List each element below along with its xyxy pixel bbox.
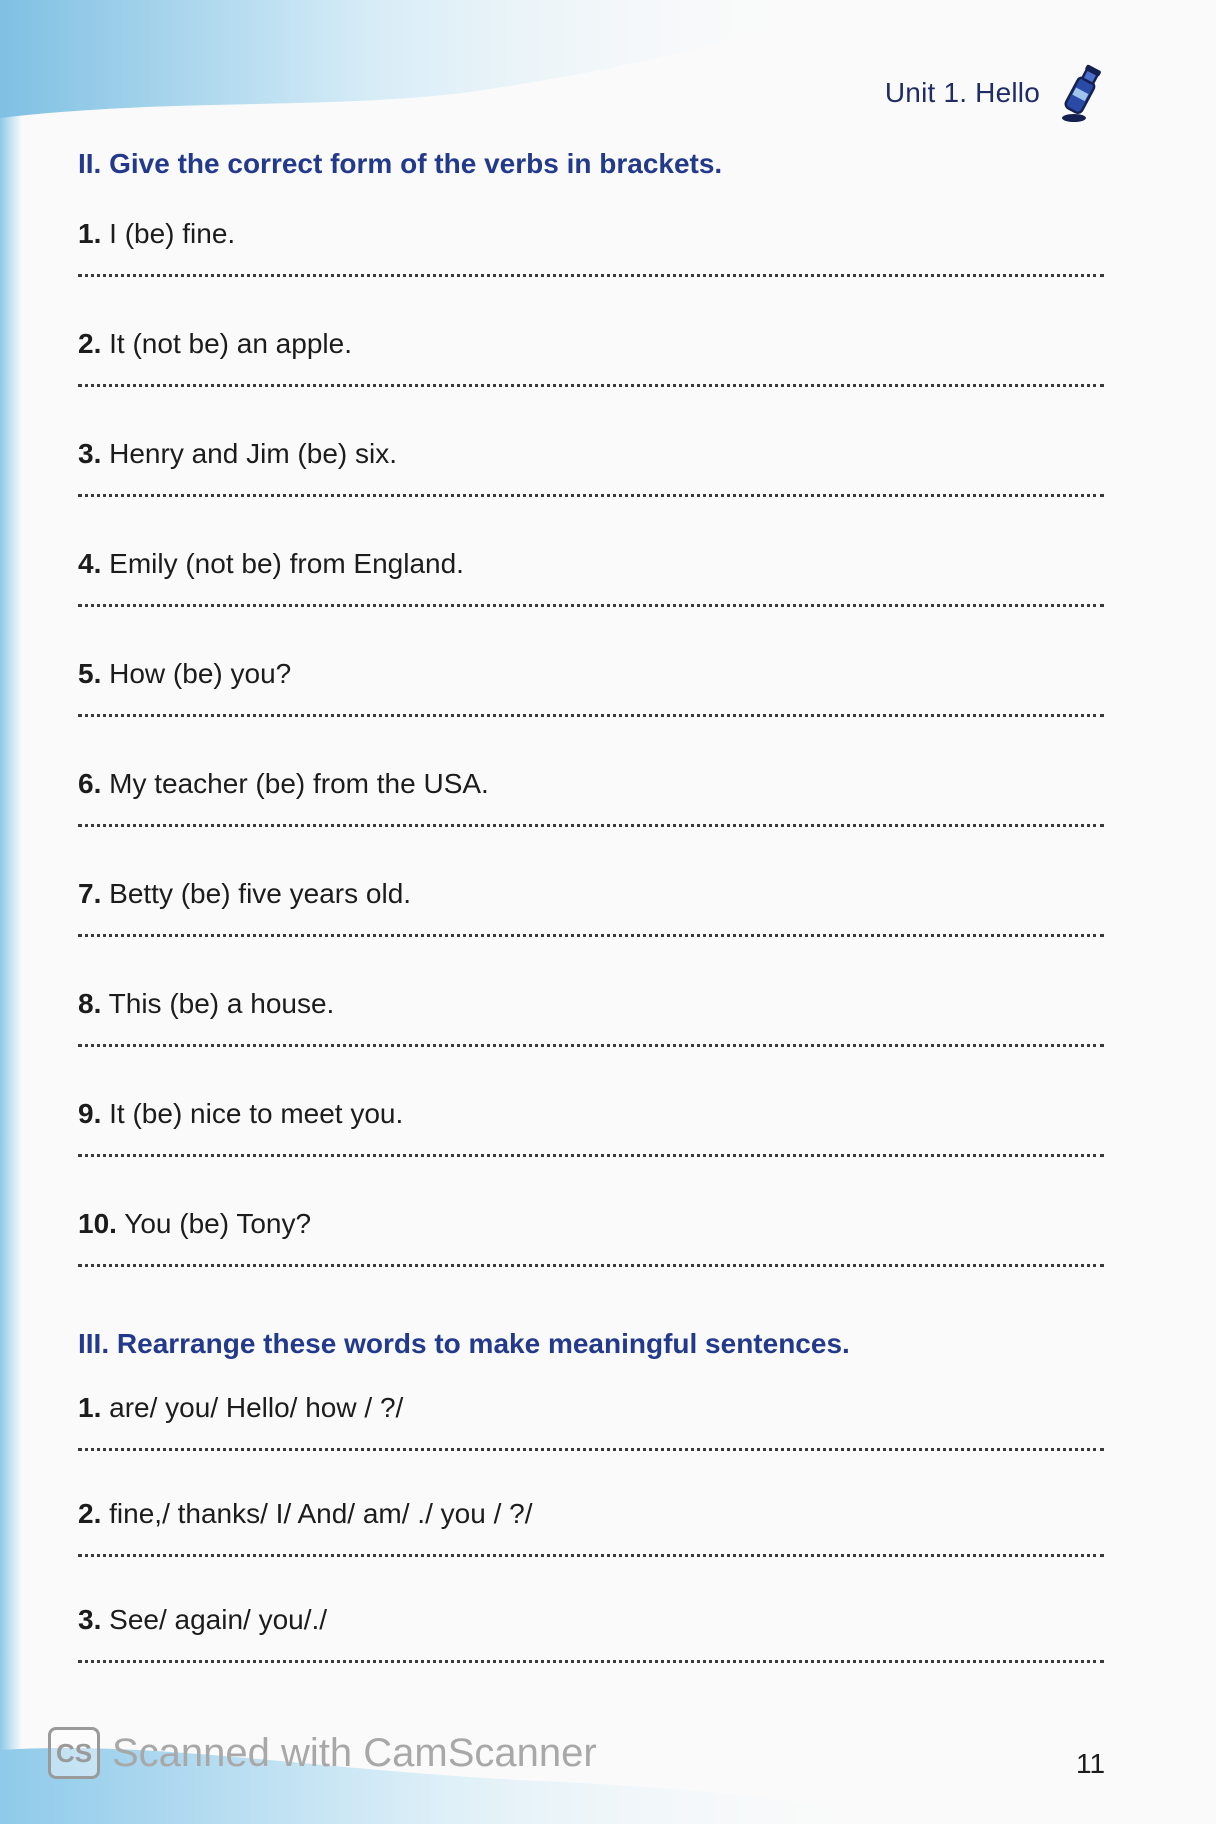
camscanner-logo: CS	[48, 1727, 100, 1779]
item-number: 10.	[78, 1208, 117, 1239]
item-text: See/ again/ you/./	[109, 1604, 328, 1635]
page-edge-decoration	[0, 0, 22, 1824]
item-text: Emily (not be) from England.	[109, 548, 464, 579]
item-number: 9.	[78, 1098, 102, 1129]
answer-line[interactable]	[78, 1154, 1104, 1157]
item-number: 1.	[78, 1392, 102, 1423]
question	[78, 764, 1108, 820]
exercise-item	[78, 764, 1108, 874]
answer-line[interactable]	[78, 1044, 1104, 1047]
item-number: 3.	[78, 1604, 102, 1635]
item-text: fine,/ thanks/ I/ And/ am/ ./ you / ?/	[109, 1498, 533, 1529]
answer-line[interactable]	[78, 1264, 1104, 1267]
exercise-item	[78, 324, 1108, 434]
item-number: 3.	[78, 438, 102, 469]
item-number: 5.	[78, 658, 102, 689]
exercise-item	[78, 1204, 1108, 1314]
exercise-item	[78, 654, 1108, 764]
answer-line[interactable]	[78, 1660, 1104, 1663]
exercise-item	[78, 1388, 1108, 1494]
item-text: Betty (be) five years old.	[109, 878, 412, 909]
answer-line[interactable]	[78, 1448, 1104, 1451]
exercise-item	[78, 1600, 1108, 1706]
item-number: 1.	[78, 218, 102, 249]
item-text: I (be) fine.	[109, 218, 236, 249]
item-number: 2.	[78, 1498, 102, 1529]
item-number: 8.	[78, 988, 102, 1019]
item-number: 6.	[78, 768, 102, 799]
exercise-2-list	[78, 214, 1108, 1314]
item-text: It (not be) an apple.	[109, 328, 352, 359]
exercise-3-title: III. Rearrange these words to make meaningful sentences.	[78, 1328, 850, 1359]
item-text: Henry and Jim (be) six.	[109, 438, 398, 469]
answer-line[interactable]	[78, 274, 1104, 277]
question	[78, 1204, 1108, 1260]
item-text: My teacher (be) from the USA.	[109, 768, 489, 799]
item-text: are/ you/ Hello/ how / ?/	[109, 1392, 404, 1423]
exercise-item	[78, 214, 1108, 324]
answer-line[interactable]	[78, 934, 1104, 937]
question	[78, 544, 1108, 600]
item-text: How (be) you?	[109, 658, 292, 689]
worksheet-content	[78, 148, 1108, 1706]
question	[78, 984, 1108, 1040]
answer-line[interactable]	[78, 384, 1104, 387]
answer-line[interactable]	[78, 604, 1104, 607]
answer-line[interactable]	[78, 494, 1104, 497]
answer-line[interactable]	[78, 714, 1104, 717]
question	[78, 214, 1108, 270]
exercise-item	[78, 434, 1108, 544]
page-number: 11	[1076, 1748, 1106, 1779]
exercise-item	[78, 984, 1108, 1094]
question	[78, 1094, 1108, 1150]
exercise-item	[78, 544, 1108, 654]
question	[78, 1600, 1108, 1656]
exercise-2-title: II. Give the correct form of the verbs in brackets.	[78, 148, 723, 179]
question	[78, 1388, 1108, 1444]
exercise-item	[78, 1494, 1108, 1600]
question	[78, 874, 1108, 930]
exercise-3-list	[78, 1388, 1108, 1706]
question	[78, 654, 1108, 710]
answer-line[interactable]	[78, 1554, 1104, 1557]
page-header	[885, 62, 1106, 124]
answer-line[interactable]	[78, 824, 1104, 827]
item-text: You (be) Tony?	[124, 1208, 312, 1239]
item-text: This (be) a house.	[108, 988, 335, 1019]
item-text: It (be) nice to meet you.	[109, 1098, 404, 1129]
question	[78, 434, 1108, 490]
item-number: 4.	[78, 548, 102, 579]
unit-title: Unit 1. Hello	[884, 77, 1040, 108]
item-number: 7.	[78, 878, 102, 909]
exercise-item	[78, 874, 1108, 984]
watermark-text: Scanned with CamScanner	[112, 1730, 597, 1775]
camscanner-watermark	[48, 1727, 597, 1779]
item-number: 2.	[78, 328, 102, 359]
question	[78, 1494, 1108, 1550]
bottle-icon	[1054, 62, 1106, 124]
question	[78, 324, 1108, 380]
exercise-item	[78, 1094, 1108, 1204]
